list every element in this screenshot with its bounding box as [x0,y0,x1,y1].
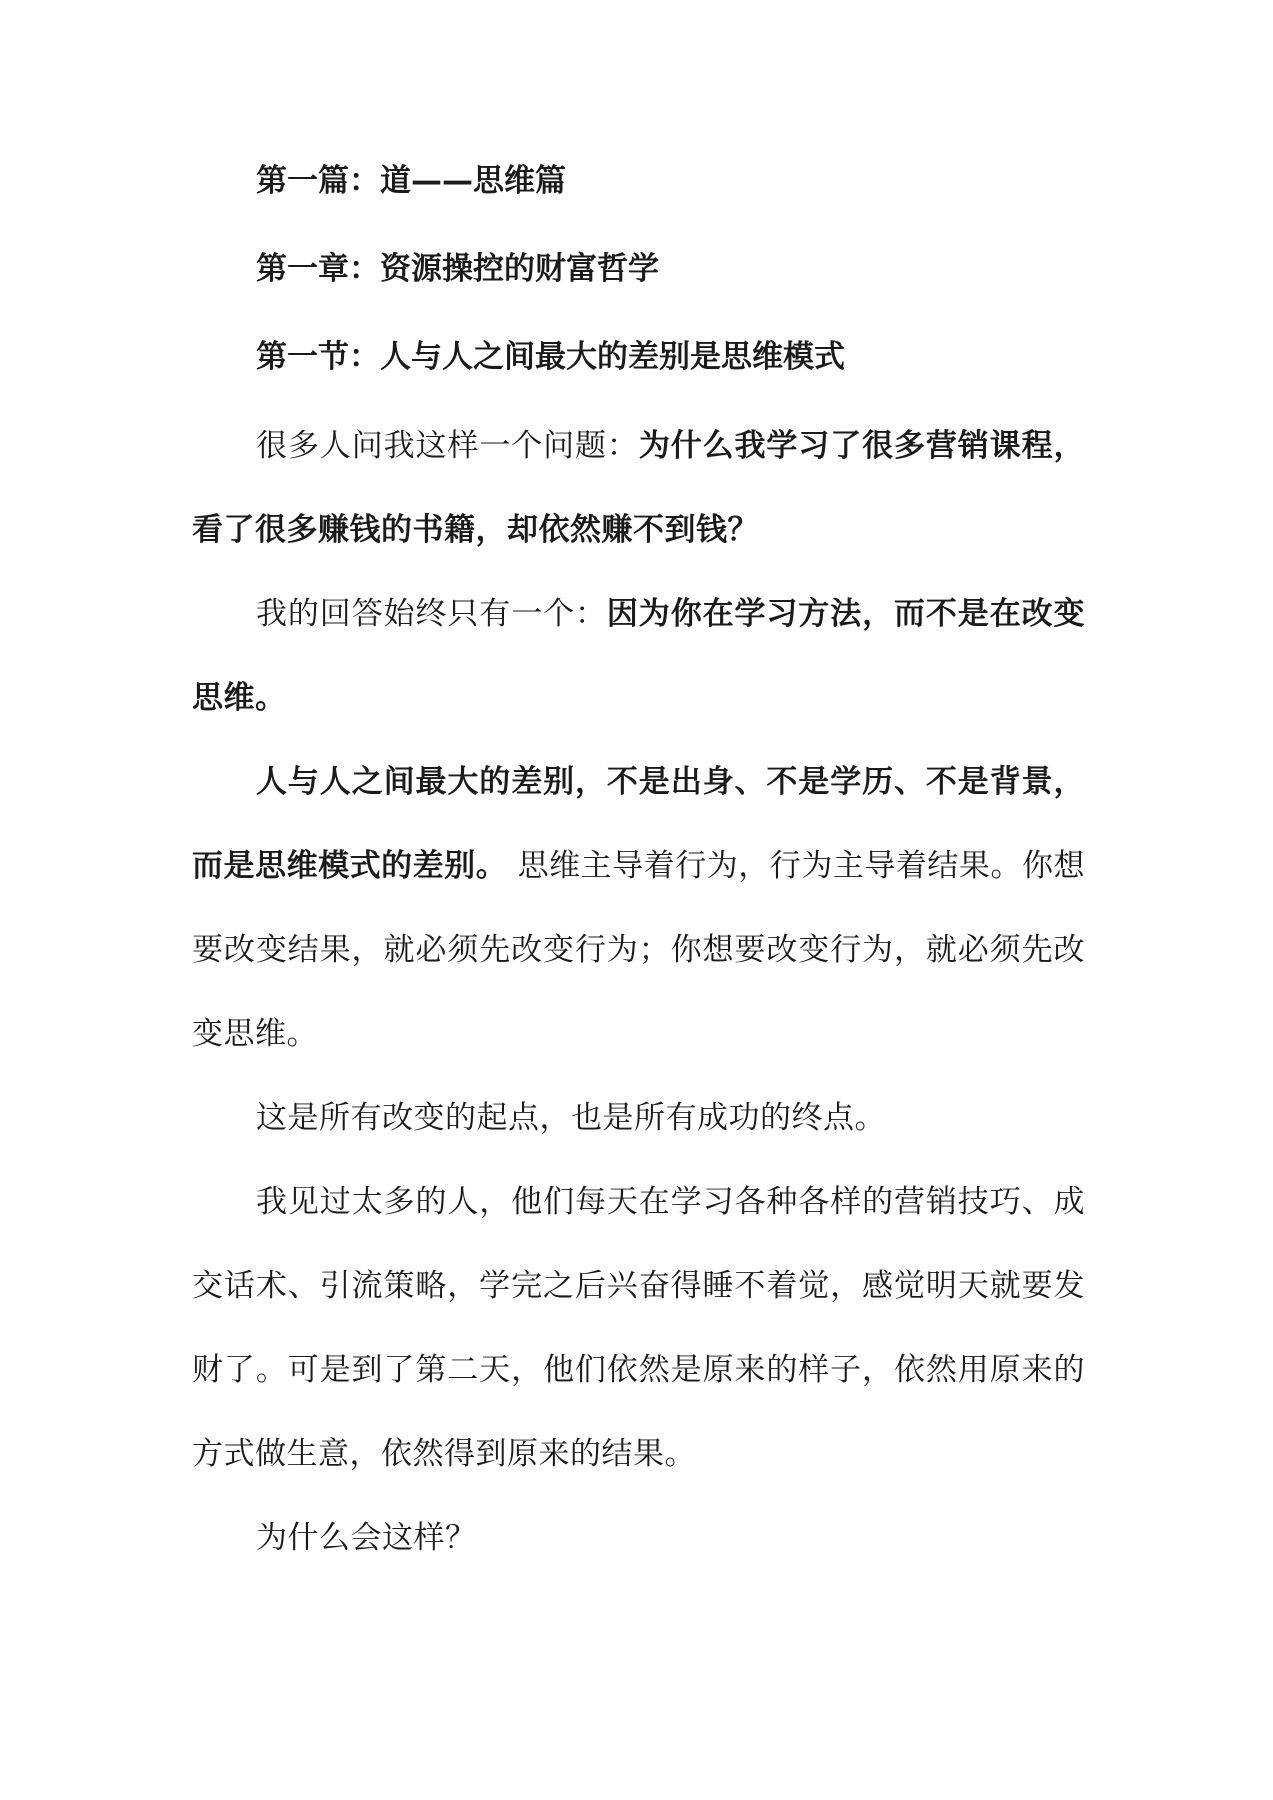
paragraph-4: 这是所有改变的起点，也是所有成功的终点。 [256,1100,886,1136]
chapter-heading: 第一章：资源操控的财富哲学 [256,251,659,287]
paragraph-5: 我见过太多的人，他们每天在学习各种各样的营销技巧、成交话术、引流策略，学完之后兴奋得睡不着觉，感觉明天就要发财了。可是到了第二天，他们依然是原来的样子，依然用原来的方式做生意，依然得到原来的结果。 [192,1184,1085,1472]
part-heading: 第一篇：道——思维篇 [256,163,566,199]
paragraph-3 [192,740,1085,1076]
paragraph-2-text: 我的回答始终只有一个： [256,596,607,632]
paragraph-6: 为什么会这样？ [256,1520,477,1556]
paragraph-1 [192,404,1085,572]
paragraph-3-text: 思维主导着行为，行为主导着结果。你想要改变结果，就必须先改变行为；你想要改变行为，就必须先改变思维。 [192,848,1085,1052]
paragraph-1-text: 很多人问我这样一个问题： [256,428,639,464]
paragraph-2 [192,572,1085,740]
section-heading: 第一节：人与人之间最大的差别是思维模式 [256,339,845,375]
paragraph-2-bold: 因为你在学习方法，而不是在改变思维。 [192,596,1086,716]
document-page [192,160,1085,1580]
paragraph-3-bold: 人与人之间最大的差别，不是出身、不是学历、不是背景，而是思维模式的差别。 [192,764,1085,884]
paragraph-1-bold: 为什么我学习了很多营销课程，看了很多赚钱的书籍，却依然赚不到钱？ [192,428,1086,548]
